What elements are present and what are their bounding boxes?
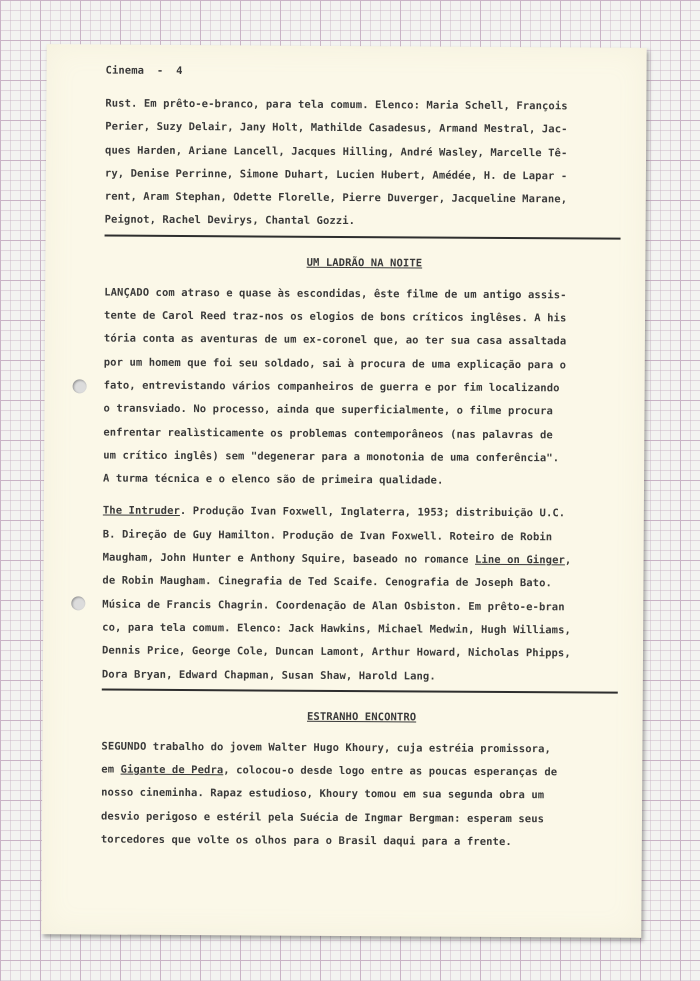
text-line: ry, Denise Perrinne, Simone Duhart, Lucien Hubert, Amédée, H. de Lapar - — [104, 167, 568, 183]
text-line: ques Harden, Ariane Lancell, Jacques Hilling, André Wasley, Marcelle Tê- — [105, 144, 568, 159]
text-line — [101, 759, 621, 785]
section-title: ESTRANHO ENCONTRO — [306, 710, 417, 724]
section-title: UM LADRÃO NA NOITE — [306, 256, 423, 270]
review-paragraph — [103, 281, 624, 494]
section-divider — [102, 688, 618, 693]
punch-hole — [71, 596, 85, 610]
text-line: um crítico inglês) sem "degenerar para a monotonia de uma conferência". — [103, 449, 560, 465]
text-line: fato, entrevistando vários companheiros de guerra e por fim localizando — [103, 379, 560, 395]
text-line: desvio perigoso e estéril pela Suécia de Ingmar Bergman: esperam seus — [100, 810, 545, 825]
text-line: nosso cineminha. Rapaz estudioso, Khoury tomou em sua segunda obra um — [101, 786, 545, 802]
text-line: rent, Aram Stephan, Odette Florelle, Pierre Duverger, Jacqueline Marane, — [104, 190, 568, 206]
text-line: co, para tela comum. Elenco: Jack Hawkins, Michael Medwin, Hugh Williams, — [102, 621, 571, 637]
text-span: Maugham, John Hunter e Anthony Squire, baseado no romance — [102, 551, 476, 566]
text-line: Rust. Em prêto-e-branco, para tela comum. Elenco: Maria Schell, François — [105, 97, 568, 113]
text-span: em — [101, 763, 121, 776]
text-line: A turma técnica e o elenco são de primeira qualidade. — [103, 472, 444, 487]
punch-hole — [73, 379, 87, 393]
text-line: Dora Bryan, Edward Chapman, Susan Shaw, Harold Lang. — [101, 668, 436, 683]
text-line: de Robin Maugham. Cinegrafia de Ted Scaife. Cenografia de Joseph Bato. — [102, 574, 552, 590]
text-line: Perier, Suzy Delair, Jany Holt, Mathilde Casadesus, Armand Mestral, Jac- — [105, 120, 568, 136]
text-line: enfrentar realìsticamente os problemas contemporâneos (nas palavras de — [103, 426, 553, 441]
text-line: torcedores que volte os olhos para o Brasil daqui para a frente. — [100, 833, 512, 849]
text-line: Peignot, Rachel Devirys, Chantal Gozzi. — [104, 214, 356, 228]
text-span: , colocou-o desde logo entre as poucas esperanças de — [223, 764, 558, 779]
text-line: B. Direção de Guy Hamilton. Produção de Ivan Foxwell. Roteiro de Robin — [102, 528, 553, 544]
text-line: Música de Francis Chagrin. Coordenação de Alan Osbiston. Em prêto-e-bran — [102, 598, 565, 613]
text-line: por um homem que foi seu soldado, sai à procura de uma explicação para o — [103, 356, 567, 372]
cast-list-paragraph — [105, 93, 626, 236]
novel-title: Line on Ginger — [474, 553, 565, 567]
page-header: Cinema - 4 — [105, 64, 183, 78]
film-title: The Intruder — [102, 504, 180, 518]
text-line — [103, 547, 623, 573]
review-paragraph — [101, 735, 622, 855]
text-line: LANÇADO com atraso e quase às escondidas, êste filme de um antigo assis- — [104, 286, 567, 302]
text-line: tória conta as aventuras de um ex-coronel que, ao ter sua casa assaltada — [103, 332, 567, 348]
page-content — [101, 65, 626, 855]
text-span: . Produção Ivan Foxwell, Inglaterra, 1953; distribuição U.C. — [179, 505, 566, 520]
section-divider — [105, 234, 621, 239]
text-line: tente de Carol Reed traz-nos os elogios de bons críticos inglêses. A his — [104, 309, 567, 325]
film-title: Gigante de Pedra — [120, 763, 224, 777]
text-line — [103, 500, 623, 526]
credits-paragraph — [102, 500, 623, 690]
text-line: SEGUNDO trabalho do jovem Walter Hugo Khoury, cuja estréia promissora, — [101, 740, 551, 756]
text-line: Dennis Price, George Cole, Duncan Lamont, Arthur Howard, Nicholas Phipps, — [101, 644, 571, 660]
typewritten-sheet — [41, 44, 646, 938]
text-line: o transviado. No processo, ainda que superficialmente, o filme procura — [103, 402, 554, 418]
text-span: , — [564, 554, 572, 567]
